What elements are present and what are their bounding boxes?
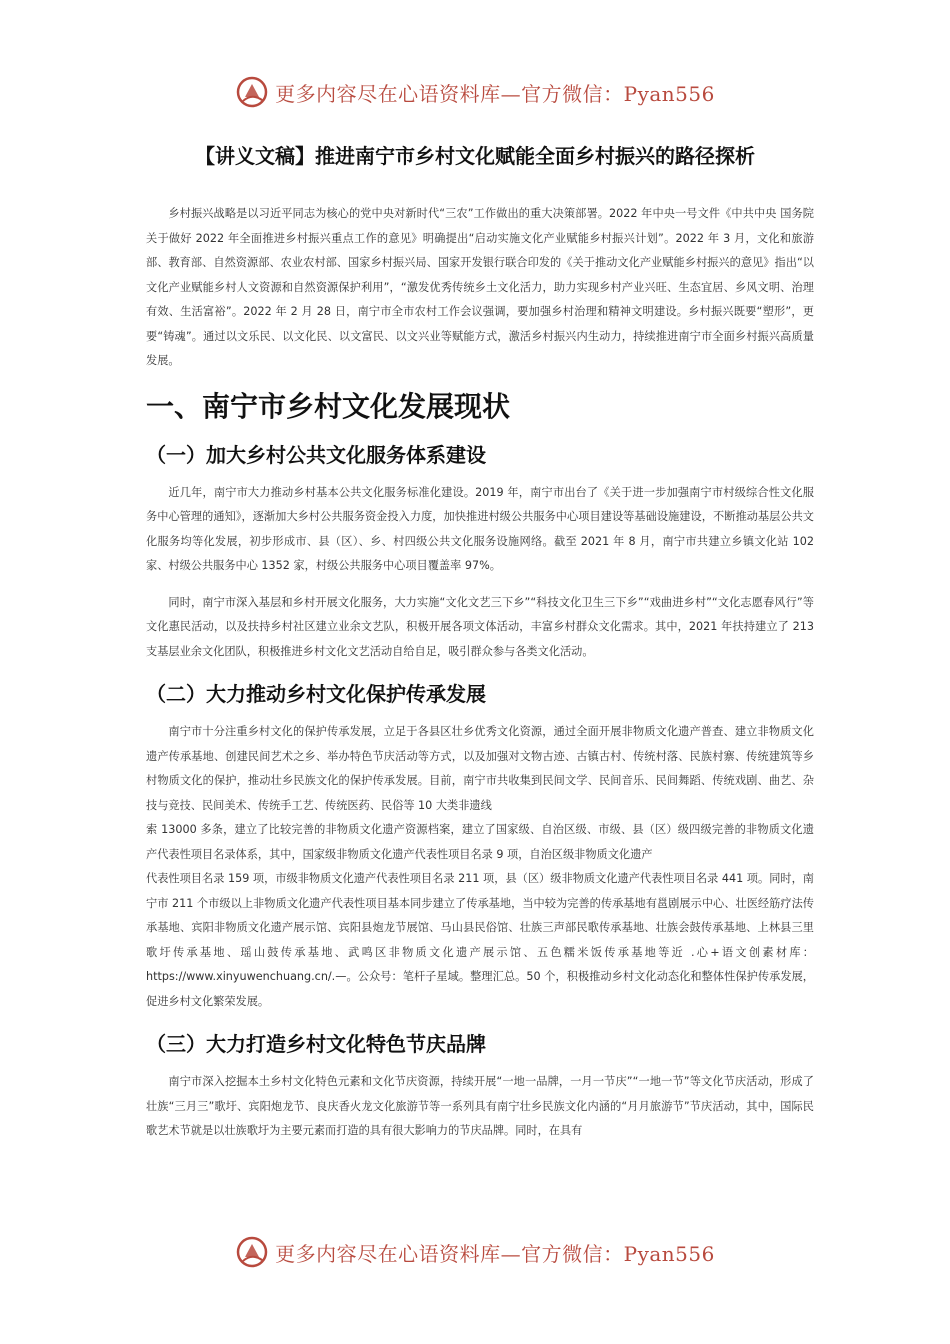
subsection-1-paragraph-1: 近几年，南宁市大力推动乡村基本公共文化服务标准化建设。2019 年，南宁市出台了《关于进一步加强南宁市村级综合性文化服务中心管理的通知》，逐渐加大乡村公共服务资金投入力度，加快推进村级公共服务中心项目建设等基础设施建设，不断推动基层公共文化服务均等化发展，初步形成市、县（区）、乡、村四级公共文化服务设施网络。截至 2021 年 8 月，南宁市共建立乡镇文化站 102 家、村级公共服务中心 1352 家，村级公共服务中心项目覆盖率 97%。 xyxy=(146,485,814,572)
header-banner xyxy=(0,70,950,114)
footer-banner-text: 更多内容尽在心语资料库—官方微信：Pyan556 xyxy=(275,1241,715,1266)
subsection-2-paragraph-1a: 南宁市十分注重乡村文化的保护传承发展，立足于各县区壮乡优秀文化资源，通过全面开展非物质文化遗产普查、建立非物质文化遗产传承基地、创建民间艺术之乡、举办特色节庆活动等方式，以及加强对文物古迹、古镇古村、传统村落、民族村寨、传统建筑等乡村物质文化的保护，推动壮乡民族文化的保护传承发展。目前，南宁市共收集到民间文学、民间音乐、民间舞蹈、传统戏剧、曲艺、杂技与竞技、民间美术、传统手工艺、传统医药、民俗等 10 大类非遗线 xyxy=(146,725,814,812)
brand-logo-icon xyxy=(235,75,269,109)
brand-logo-icon-footer xyxy=(235,1235,269,1269)
intro-paragraph: 乡村振兴战略是以习近平同志为核心的党中央对新时代“三农”工作做出的重大决策部署。2022 年中央一号文件《中共中央 国务院关于做好 2022 年全面推进乡村振兴重点工作的意见》明确提出“启动实施文化产业赋能乡村振兴计划”。2022 年 3 月，文化和旅游部、教育部、自然资源部、农业农村部、国家乡村振兴局、国家开发银行联合印发的《关于推动文化产业赋能乡村振兴的意见》指出“以文化产业赋能乡村人文资源和自然资源保护利用”，“激发优秀传统乡土文化活力，助力实现乡村产业兴旺、生态宜居、乡风文明、治理有效、生活富裕”。2022 年 2 月 28 日，南宁市全市农村工作会议强调，要加强乡村治理和精神文明建设。乡村振兴既要“塑形”，更要“铸魂”。通过以文乐民、以文化民、以文富民、以文兴业等赋能方式，激活乡村振兴内生动力，持续推进南宁市全面乡村振兴高质量发展。 xyxy=(146,207,814,367)
subsection-2-heading: （二）大力推动乡村文化保护传承发展 xyxy=(146,682,486,706)
document-title: 【讲义文稿】推进南宁市乡村文化赋能全面乡村振兴的路径探析 xyxy=(195,144,755,168)
document-body xyxy=(146,202,814,1144)
subsection-2-paragraph-1c: 代表性项目名录 159 项，市级非物质文化遗产代表性项目名录 211 项，县（区）级非物质文化遗产代表性项目名录 441 项。同时，南宁市 211 个市级以上非物质文化遗产代表性项目基本同步建立了传承基地，当中较为完善的传承基地有邕剧展示中心、壮医经筋疗法传承基地、宾阳非物质文化遗产展示馆、宾阳县炮龙节展馆、马山县民俗馆、壮族三声部民歌传承基地、壮族会鼓传承基地、上林县三里歌圩传承基地、瑶山鼓传承基地、武鸣区非物质文化遗产展示馆、五色糯米饭传承基地等近 .心+语文创素材库：https://www.xinyuwenchuang.cn/.—。公众号：笔杆子星域。整理汇总。50 个，积极推动乡村文化动态化和整体性保护传承发展，促进乡村文化繁荣发展。 xyxy=(146,872,814,1008)
subsection-1-paragraph-2: 同时，南宁市深入基层和乡村开展文化服务，大力实施“文化文艺三下乡”“科技文化卫生三下乡”“戏曲进乡村”“文化志愿春风行”等文化惠民活动，以及扶持乡村社区建立业余文艺队，积极开展各项文体活动，丰富乡村群众文化需求。其中，2021 年扶持建立了 213 支基层业余文化团队，积极推进乡村文化文艺活动自给自足，吸引群众参与各类文化活动。 xyxy=(146,595,814,658)
subsection-3-paragraph-1: 南宁市深入挖掘本土乡村文化特色元素和文化节庆资源，持续开展“一地一品牌，一月一节庆”“一地一节”等文化节庆活动，形成了壮族“三月三”歌圩、宾阳炮龙节、良庆香火龙文化旅游节等一系列具有南宁壮乡民族文化内涵的“月月旅游节”节庆活动，其中，国际民歌艺术节就是以壮族歌圩为主要元素而打造的具有很大影响力的节庆品牌。同时，在具有 xyxy=(146,1075,814,1137)
subsection-2-paragraph-1b: 索 13000 多条，建立了比较完善的非物质文化遗产资源档案，建立了国家级、自治区级、市级、县（区）级四级完善的非物质文化遗产代表性项目名录体系，其中，国家级非物质文化遗产代表性项目名录 9 项，自治区级非物质文化遗产 xyxy=(146,823,814,861)
subsection-3-heading: （三）大力打造乡村文化特色节庆品牌 xyxy=(146,1032,486,1056)
section-1-heading: 一、南宁市乡村文化发展现状 xyxy=(146,389,511,423)
subsection-1-heading: （一）加大乡村公共文化服务体系建设 xyxy=(146,442,486,467)
header-banner-text: 更多内容尽在心语资料库—官方微信：Pyan556 xyxy=(275,81,715,106)
footer-banner xyxy=(0,1230,950,1274)
